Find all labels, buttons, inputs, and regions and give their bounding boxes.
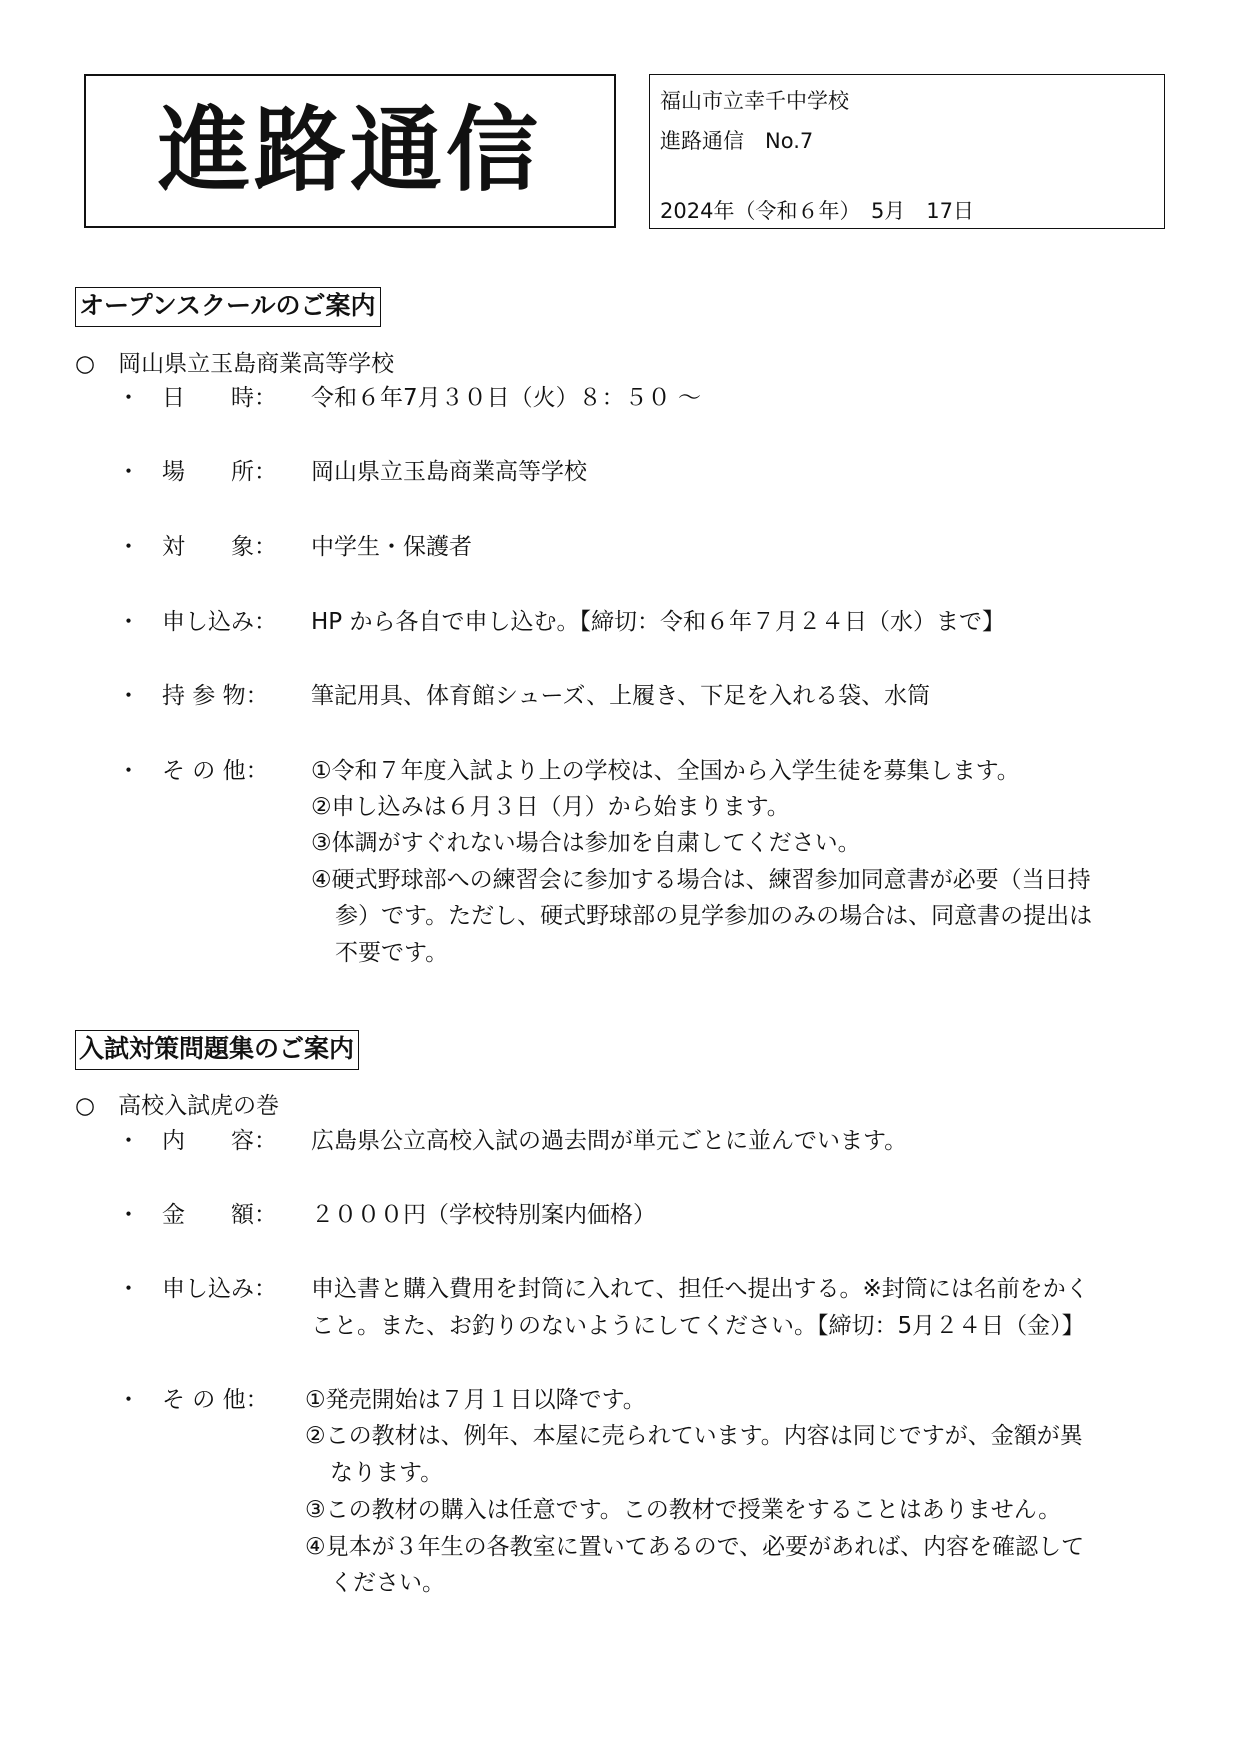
issue-number: 進路通信 No.7 (660, 129, 814, 153)
bullet: ・ (117, 609, 140, 635)
row-label-price: 金 額： (162, 1202, 277, 1228)
row-label-datetime: 日 時： (162, 385, 277, 411)
row-label-other: そ の 他： (162, 1387, 269, 1413)
note-line: ④硬式野球部への練習会に参加する場合は、練習参加同意書が必要（当日持 (311, 867, 1091, 893)
bullet: ・ (117, 758, 140, 784)
row-label-other: そ の 他： (162, 758, 269, 784)
note-line: 申込書と購入費用を封筒に入れて、担任へ提出する。※封筒には名前をかく (311, 1276, 1089, 1302)
row-label-place: 場 所： (162, 459, 277, 485)
bullet: ・ (117, 534, 140, 560)
row-value-datetime: 令和６年7月３０日（火）８：５０ ～ (311, 385, 701, 411)
note-line: ①令和７年度入試より上の学校は、全国から入学生徒を募集します。 (311, 758, 1020, 784)
note-line: ①発売開始は７月１日以降です。 (305, 1387, 646, 1413)
newsletter-title: 進路通信 (157, 97, 542, 204)
row-value-place: 岡山県立玉島商業高等学校 (311, 459, 587, 485)
section-heading-open-school: オープンスクールのご案内 (75, 287, 381, 327)
info-box (649, 74, 1165, 229)
bullet: ・ (117, 459, 140, 485)
row-label-application: 申し込み： (162, 1276, 277, 1302)
bullet: ・ (117, 385, 140, 411)
row-value-application: HP から各自で申し込む。【締切：令和６年７月２４日（水）まで】 (311, 609, 1005, 635)
bullet: ・ (117, 683, 140, 709)
row-label-belongings: 持 参 物： (162, 683, 269, 709)
bullet: ・ (117, 1387, 140, 1413)
row-label-content: 内 容： (162, 1128, 277, 1154)
note-line: 不要です。 (335, 940, 449, 966)
bullet: ・ (117, 1276, 140, 1302)
note-line: ②申し込みは６月３日（月）から始まります。 (311, 794, 790, 820)
issue-date: 2024年（令和６年） 5月 17日 (660, 199, 975, 223)
section-heading-workbook: 入試対策問題集のご案内 (75, 1030, 359, 1070)
note-line: ④見本が３年生の各教室に置いてあるので、必要があれば、内容を確認して (305, 1534, 1085, 1560)
row-value-content: 広島県公立高校入試の過去問が単元ごとに並んでいます。 (311, 1128, 908, 1154)
note-line: ②この教材は、例年、本屋に売られています。内容は同じですが、金額が異 (305, 1423, 1083, 1449)
note-line: こと。また、お釣りのないようにしてください。【締切：5月２４日（金）】 (311, 1313, 1085, 1339)
row-value-price: ２０００円（学校特別案内価格） (311, 1202, 656, 1228)
row-value-target: 中学生・保護者 (311, 534, 472, 560)
open-school-name: ○ 岡山県立玉島商業高等学校 (75, 351, 395, 377)
school-name: 福山市立幸千中学校 (660, 89, 849, 113)
row-label-target: 対 象： (162, 534, 277, 560)
workbook-name: ○ 高校入試虎の巻 (75, 1093, 280, 1119)
row-value-belongings: 筆記用具、体育館シューズ、上履き、下足を入れる袋、水筒 (311, 683, 931, 709)
note-line: 参）です。ただし、硬式野球部の見学参加のみの場合は、同意書の提出は (335, 903, 1093, 929)
bullet: ・ (117, 1128, 140, 1154)
row-label-application: 申し込み： (162, 609, 277, 635)
note-line: ください。 (330, 1570, 445, 1596)
note-line: ③体調がすぐれない場合は参加を自粛してください。 (311, 830, 861, 856)
bullet: ・ (117, 1202, 140, 1228)
note-line: ③この教材の購入は任意です。この教材で授業をすることはありません。 (305, 1497, 1062, 1523)
note-line: なります。 (330, 1460, 444, 1486)
title-box (84, 74, 616, 228)
